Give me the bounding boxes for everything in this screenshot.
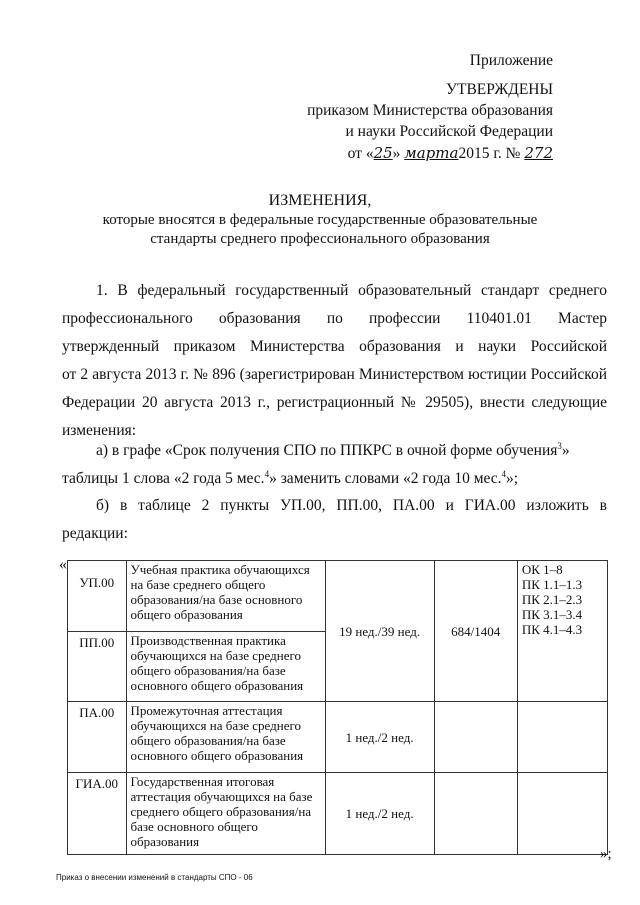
row-code: ПП.00 — [68, 632, 127, 702]
merged-total-cell: 684/1404 — [434, 561, 517, 702]
row-code: ПА.00 — [68, 702, 127, 773]
curriculum-table — [67, 560, 608, 855]
item-b — [62, 492, 607, 548]
row-description: Учебная практика обучающихся на базе среднего общего образования/на базе основного общего образования — [126, 561, 325, 632]
table-row — [68, 773, 608, 855]
competency-item: ПК 3.1–3.4 — [521, 607, 583, 622]
item-a-line-1: а) в графе «Срок получения СПО по ППКРС в очной форме обучения$^3$» — [96, 440, 570, 459]
approval-date-line: от «25» марта2015 г. № 272 — [347, 144, 553, 162]
table-row — [68, 561, 608, 632]
paragraph-1-line: 1. В федеральный государственный образовательный стандарт среднего — [96, 282, 607, 299]
paragraph-1-line: профессионального образования по профессии 110401.01 Мастер — [62, 310, 607, 327]
approved-label: УТВЕРЖДЕНЫ — [446, 81, 553, 98]
merged-hours-cell: 19 нед./39 нед. — [325, 561, 434, 702]
paragraph-1-line: Федерации 20 августа 2013 г., регистрационный № 29505), внести следующие — [62, 394, 607, 411]
row-code: УП.00 — [68, 561, 127, 632]
paragraph-1-line: утвержденный приказом Министерства образования и науки Российской — [62, 338, 607, 355]
paragraph-1-line: от 2 августа 2013 г. № 896 (зарегистрирован Министерством юстиции Российской — [62, 366, 607, 383]
table-open-quote: « — [59, 556, 67, 573]
approved-by-line-2: и науки Российской Федерации — [345, 123, 553, 140]
handwritten-number: 272 — [524, 144, 553, 162]
row-description: Производственная практика обучающихся на базе среднего общего образования/на базе основного общего образования — [126, 632, 325, 702]
row-competencies-empty — [517, 702, 607, 773]
item-b-line-2: редакции: — [62, 525, 128, 542]
row-code: ГИА.00 — [68, 773, 127, 855]
row-total-empty — [434, 773, 517, 855]
table-close-quote: »; — [600, 846, 612, 862]
competency-item: ПК 1.1–1.3 — [521, 577, 583, 592]
item-b-line-1: б) в таблице 2 пункты УП.00, ПП.00, ПА.00 и ГИА.00 изложить в — [96, 497, 607, 514]
competency-item: ПК 2.1–2.3 — [521, 592, 583, 607]
row-description: Государственная итоговая аттестация обучающихся на базе среднего общего образования/на базе основного общего образования — [126, 773, 325, 855]
document-title: ИЗМЕНЕНИЯ, — [268, 192, 372, 209]
table-row — [68, 702, 608, 773]
row-hours: 1 нед./2 нед. — [325, 702, 434, 773]
subtitle-line-2: стандарты среднего профессионального образования — [150, 231, 490, 247]
subtitle-line-1: которые вносятся в федеральные государственные образовательные — [102, 212, 538, 228]
row-competencies-empty — [517, 773, 607, 855]
competency-item: ПК 4.1–4.3 — [521, 622, 583, 637]
handwritten-month: марта — [404, 144, 459, 162]
approved-by-line-1: приказом Министерства образования — [307, 102, 553, 119]
handwritten-day: 25 — [373, 144, 393, 162]
page-footer: Приказ о внесении изменений в стандарты СПО - 06 — [56, 873, 253, 882]
competencies-cell — [517, 561, 607, 702]
paragraph-1-line: изменения: — [62, 422, 137, 439]
competency-item: ОК 1–8 — [521, 562, 563, 577]
row-description: Промежуточная аттестация обучающихся на базе среднего общего образования/на базе основного общего образования — [126, 702, 325, 773]
appendix-label: Приложение — [469, 52, 553, 69]
item-a — [62, 437, 607, 493]
paragraph-1 — [62, 277, 607, 445]
item-a-line-2: таблицы 1 слова «2 года 5 мес.$^4$» заменить словами «2 года 10 мес.$^4$»; — [62, 468, 519, 487]
row-total-empty — [434, 702, 517, 773]
row-hours: 1 нед./2 нед. — [325, 773, 434, 855]
